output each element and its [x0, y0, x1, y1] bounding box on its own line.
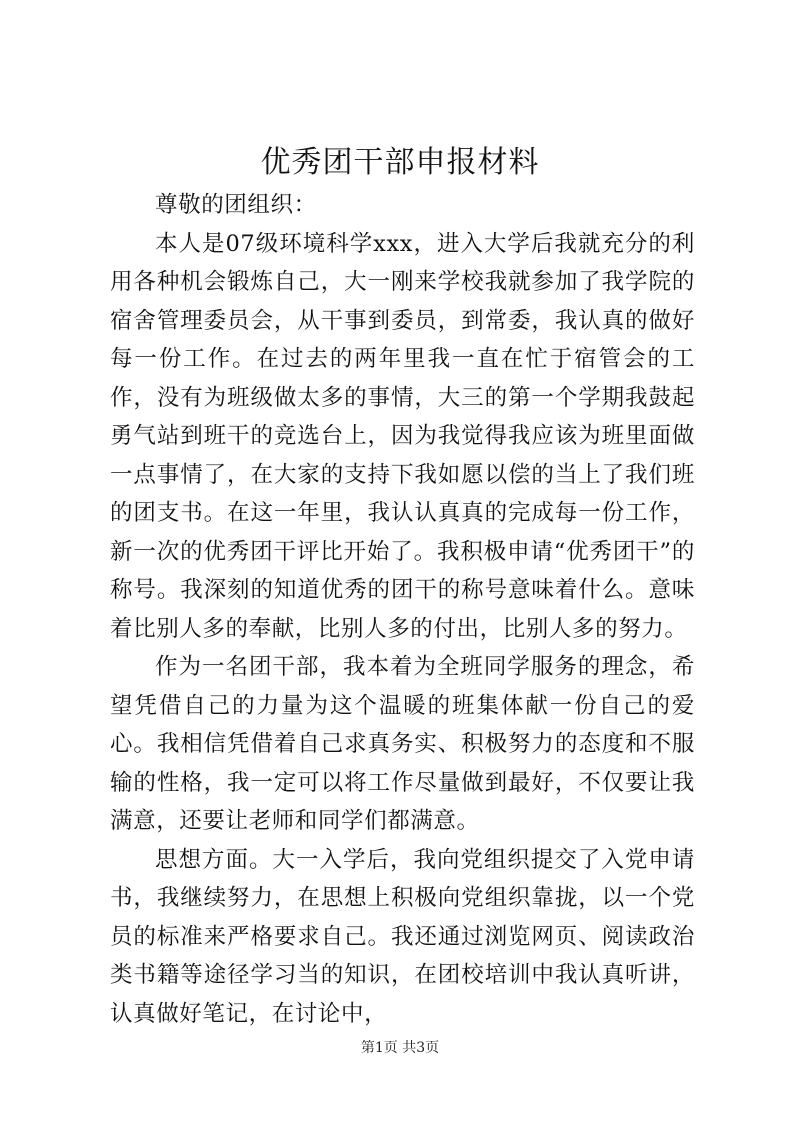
paragraph-commitment: 作为一名团干部，我本着为全班同学服务的理念，希望凭借自己的力量为这个温暖的班集体献一份自己的爱心。我相信凭借着自己求真务实、积极努力的态度和不服输的性格，我一定可以将工作尽量做到最好，不仅要让我满意，还要让老师和同学们都满意。 [110, 654, 695, 834]
salutation: 尊敬的团组织： [155, 192, 317, 218]
page-number-footer: 第1页 共3页 [360, 1040, 440, 1056]
paragraph-introduction: 本人是07级环境科学xxx，进入大学后我就充分的利用各种机会锻炼自己，大一刚来学校我就参加了我学院的宿舍管理委员会，从干事到委员，到常委，我认真的做好每一份工作。在过去的两年里我一直在忙于宿管会的工作，没有为班级做太多的事情，大三的第一个学期我鼓起勇气站到班干的竞选台上，因为我觉得我应该为班里面做一点事情了，在大家的支持下我如愿以偿的当上了我们班的团支书。在这一年里，我认认真真的完成每一份工作，新一次的优秀团干评比开始了。我积极申请“优秀团干”的称号。我深刻的知道优秀的团干的称号意味着什么。意味着比别人多的奉献，比别人多的付出，比别人多的努力。 [110, 230, 695, 642]
document-body [110, 186, 695, 1033]
document-title: 优秀团干部申报材料 [260, 145, 540, 180]
paragraph-ideology: 思想方面。大一入学后，我向党组织提交了入党申请书，我继续努力，在思想上积极向党组织靠拢，以一个党员的标准来严格要求自己。我还通过浏览网页、阅读政治类书籍等途径学习当的知识，在团校培训中我认真听讲，认真做好笔记，在讨论中， [110, 846, 695, 1027]
